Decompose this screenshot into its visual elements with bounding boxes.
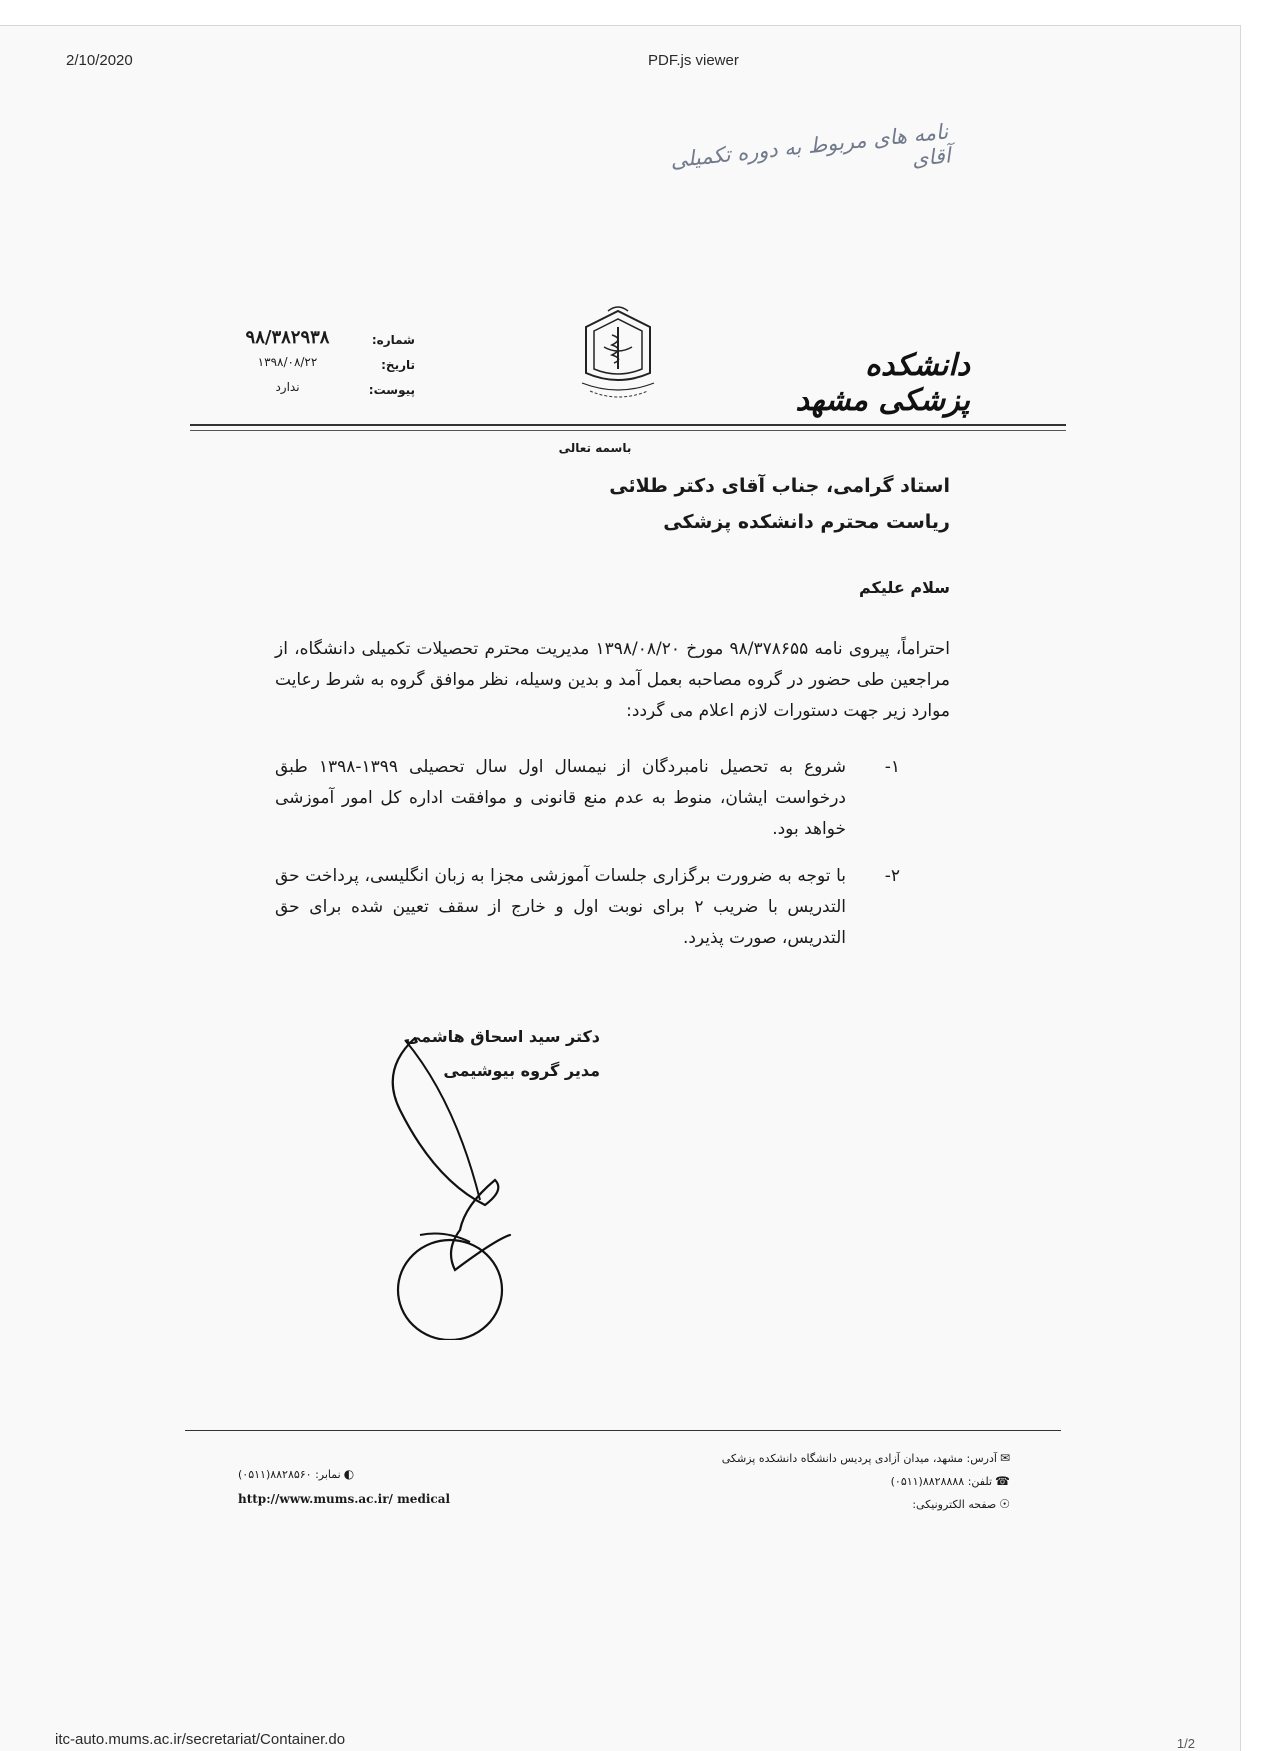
fax-icon: ◐ (343, 1467, 355, 1481)
letter-body: احتراماً، پیروی نامه ۹۸/۳۷۸۶۵۵ مورخ ۱۳۹۸/۰۸/۲۰ مدیریت محترم تحصیلات تکمیلی دانشگاه، از مراجعین طی حضور در گروه مصاحبه بعمل آمد و بدین وسیله، نظر موافق گروه به شرط رعایت موارد زیر جهت دستورات لازم اعلام می گردد: (275, 639, 950, 721)
phone-line (690, 1470, 1010, 1493)
globe-icon: ☉ (999, 1497, 1010, 1511)
letter-date: ۱۳۹۸/۰۸/۲۲ (257, 355, 318, 369)
header-divider-thin (190, 430, 1066, 431)
item-text: با توجه به ضرورت برگزاری جلسات آموزشی مجزا به زبان انگلیسی، پرداخت حق التدریس با ضریب ۲ برای نوبت اول و خارج از سقف تعیین شده برای حق التدریس، صورت پذیرد. (275, 866, 846, 948)
web-label: صفحه الکترونیکی: (912, 1498, 997, 1511)
addressee (560, 468, 950, 540)
address-line (690, 1447, 1010, 1470)
fax-line (238, 1462, 478, 1487)
phone-text: تلفن: ۸۸۲۸۸۸۸(۰۵۱۱) (890, 1475, 993, 1488)
fax-number: نمابر: ۸۸۲۸۵۶۰(۰۵۱۱) (238, 1468, 341, 1481)
attachment-value: ندارد (275, 380, 300, 394)
handwritten-signature (375, 1030, 575, 1340)
page-counter: 1/2 (1176, 1736, 1195, 1751)
list-item (275, 861, 900, 954)
university-emblem-icon (578, 305, 658, 405)
faculty-name: دانشکده پزشکی مشهد (795, 348, 970, 418)
footer-contact-right (690, 1447, 1010, 1516)
conditions-list (275, 752, 900, 970)
header-divider (190, 424, 1066, 426)
page-url: itc-auto.mums.ac.ir/secretariat/Container.do (55, 1731, 346, 1748)
letter-number: ۹۸/۳۸۲۹۳۸ (245, 327, 330, 348)
web-line (690, 1493, 1010, 1516)
reference-values (230, 325, 345, 400)
address-text: آدرس: مشهد، میدان آزادی پردیس دانشگاه دانشکده پزشکی (721, 1452, 997, 1465)
signer-name: دکتر سید اسحاق هاشمی (404, 1027, 600, 1046)
number-label: شماره: (371, 333, 415, 347)
item-number: ۱- (884, 757, 900, 777)
mail-icon: ✉ (999, 1451, 1010, 1465)
handwritten-note: نامه های مربوط به دوره تکمیلی آقای (669, 119, 952, 173)
greeting: سلام علیکم (858, 578, 950, 597)
phone-icon: ☎ (995, 1474, 1010, 1488)
attachment-label: پیوست: (368, 383, 415, 397)
item-number: ۲- (884, 866, 900, 886)
list-item (275, 752, 900, 845)
bismillah: باسمه تعالی (558, 441, 632, 455)
print-date: 2/10/2020 (66, 52, 133, 69)
website: http://www.mums.ac.ir/ medical (238, 1492, 451, 1506)
item-text: شروع به تحصیل نامبردگان از نیمسال اول سال تحصیلی ۱۳۹۹-۱۳۹۸ طبق درخواست ایشان، منوط به عدم منع قانونی و موافقت اداره کل امور آموزشی خواهد بود. (275, 757, 846, 839)
reference-labels (360, 328, 415, 403)
date-label: تاریخ: (381, 358, 415, 372)
addressee-line-2: ریاست محترم دانشکده پزشکی (663, 511, 950, 533)
signer-title: مدیر گروه بیوشیمی (443, 1061, 600, 1080)
addressee-line-1: استاد گرامی، جناب آقای دکتر طلائی (609, 475, 950, 497)
footer-divider (185, 1430, 1061, 1431)
viewer-title: PDF.js viewer (648, 52, 739, 69)
footer-contact-left (238, 1462, 478, 1512)
